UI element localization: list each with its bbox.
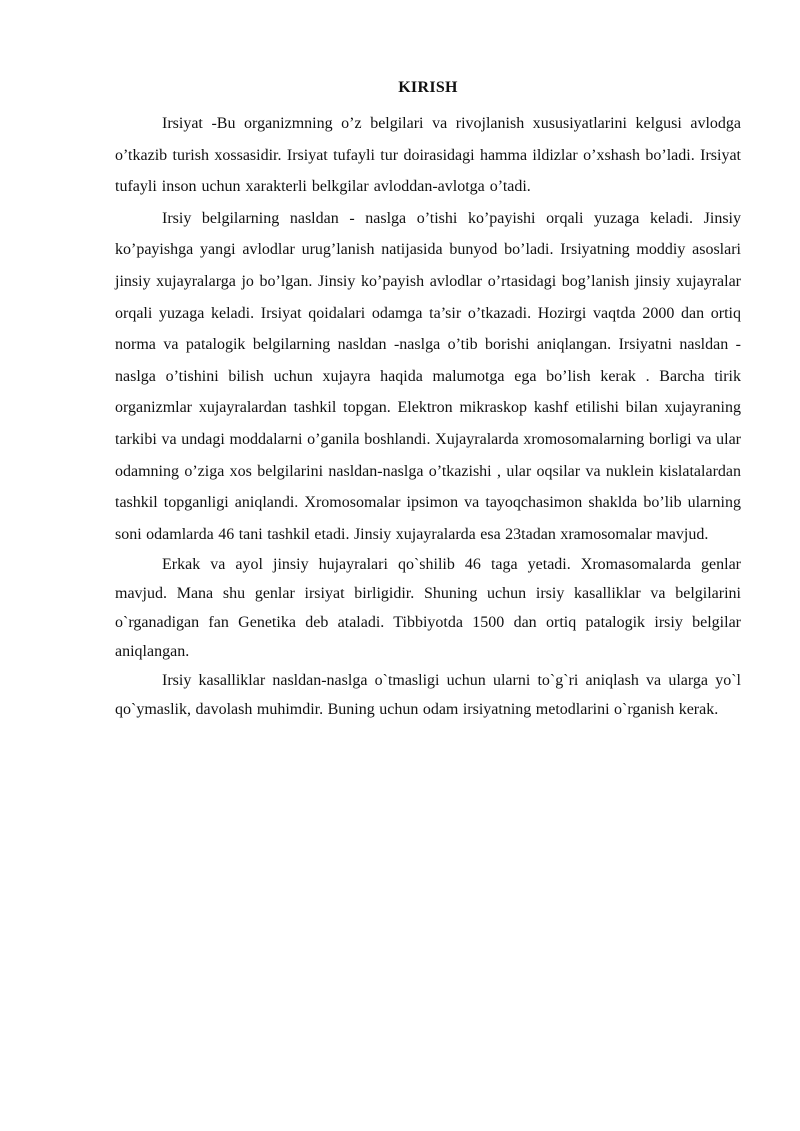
paragraph-4: Irsiy kasalliklar nasldan-naslga o`tmasligi uchun ularni to`g`ri aniqlash va ularga yo`l qo`ymaslik, davolash muhimdir. Buning uchun odam irsiyatning metodlarini o`rganish kerak. — [115, 672, 741, 719]
paragraph-1: Irsiyat -Bu organizmning o’z belgilari va rivojlanish xususiyatlarini kelgusi avlodga o’tkazib turish xossasidir. Irsiyat tufayli tur doirasidagi hamma ildizlar o’xshash bo’ladi. Irsiyat tufayli inson uchun xarakterli belkgilar avloddan-avlotga o’tadi. — [115, 115, 741, 196]
paragraph-3: Erkak va ayol jinsiy hujayralari qo`shilib 46 taga yetadi. Xromasomalarda genlar mavjud. Mana shu genlar irsiyat birligidir. Shuning uchun irsiy kasalliklar va belgilarini o`rganadigan fan Genetika deb ataladi. Tibbiyotda 1500 dan ortiq patalogik irsiy belgilar aniqlangan. — [115, 556, 741, 661]
paragraph-2: Irsiy belgilarning nasldan - naslga o’tishi ko’payishi orqali yuzaga keladi. Jinsiy ko’payishga yangi avlodlar urug’lanish natijasida bunyod bo’ladi. Irsiyatning moddiy asoslari jinsiy xujayralarga jo bo’lgan. Jinsiy ko’payish avlodlar o’rtasidagi bog’lanish jinsiy xujayralar orqali yuzaga keladi. Irsiyat qoidalari odamga ta’sir o’tkazadi. Hozirgi vaqtda 2000 dan ortiq norma va patalogik belgilarning nasldan -naslga o’tib borishi aniqlangan. Irsiyatni nasldan -naslga o’tishini bilish uchun xujayra haqida malumotga ega bo’lish kerak . Barcha tirik organizmlar xujayralardan tashkil topgan. Elektron mikraskop kashf etilishi bilan xujayraning tarkibi va undagi moddalarni o’ganila boshlandi. Xujayralarda xromosomalarning borligi va ular odamning o’ziga xos belgilarini nasldan-naslga o’tkazishi , ular oqsilar va nuklein kislatalardan tashkil topganligi aniqlandi. Xromosomalar ipsimon va tayoqchasimon shaklda bo’lib ularning soni odamlarda 46 tani tashkil etadi. Jinsiy xujayralarda esa 23tadan xramosomalar mavjud. — [115, 209, 741, 543]
document-title: KIRISH — [398, 79, 458, 96]
document-page — [115, 76, 741, 724]
